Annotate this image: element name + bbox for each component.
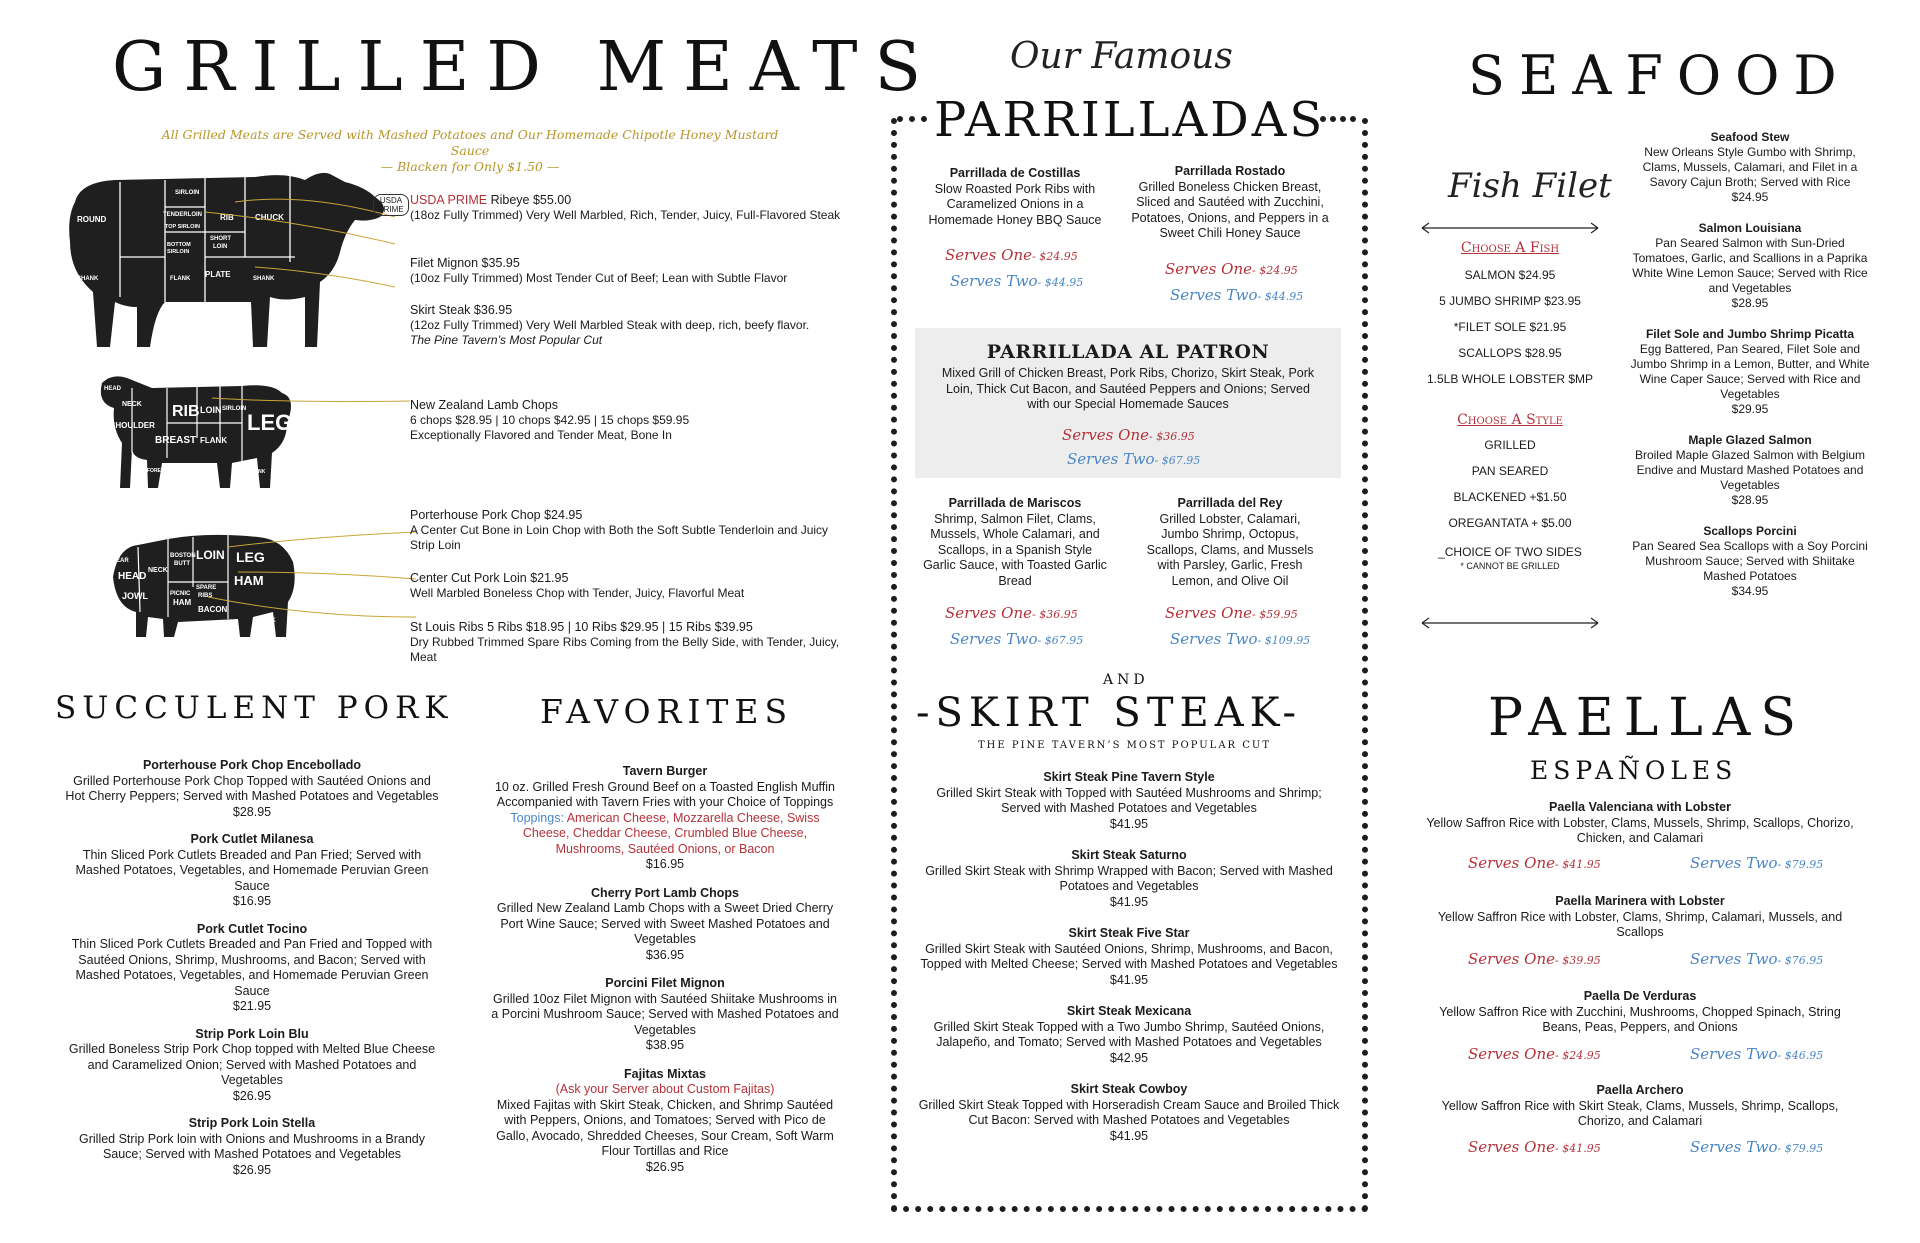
- skirt-item: [916, 848, 1342, 910]
- favorite-item-desc: Grilled New Zealand Lamb Chops with a Sweet Dried Cherry Port Wine Sauce; Served with Sweet Mashed Potatoes and Vegetables: [496, 901, 834, 946]
- svg-text:FLANK: FLANK: [170, 276, 191, 282]
- paella-serves-one: Serves One- $24.95: [1468, 1045, 1601, 1063]
- svg-text:SHOULDER: SHOULDER: [110, 421, 155, 430]
- meat-item-desc: Dry Rubbed Trimmed Spare Ribs Coming from the Belly Side, with Tender, Juicy, Meat: [410, 635, 840, 664]
- paella-item: [1420, 894, 1860, 941]
- cow-label: ROUND: [77, 215, 107, 224]
- pork-item: [62, 922, 442, 1015]
- seafood-item: [1630, 524, 1870, 599]
- pork-item-desc: Thin Sliced Pork Cutlets Breaded and Pan Fried; Served with Mashed Potatoes, Vegetables, and Homemade Peruvian Green Sauce: [75, 847, 429, 893]
- svg-text:BACON: BACON: [198, 605, 228, 614]
- and-label: AND: [1103, 672, 1149, 688]
- choose-style-heading: Choose A Style: [1457, 412, 1563, 428]
- parrillada-item-desc: Slow Roasted Pork Ribs with Caramelized Onions in a Homemade Honey BBQ Sauce: [928, 181, 1102, 227]
- pork-item-price: $28.95: [232, 804, 272, 819]
- seafood-item-name: Scallops Porcini: [1703, 524, 1797, 538]
- skirt-item-name: Skirt Steak Pine Tavern Style: [1043, 770, 1215, 784]
- svg-text:JOWL: JOWL: [122, 591, 148, 601]
- pork-item-name: Strip Pork Loin Blu: [195, 1026, 309, 1041]
- skirt-item-desc: Grilled Skirt Steak with Sautéed Onions, Shrimp, Mushrooms, and Bacon, Topped with Melted Cheese; Served with Mashed Potatoes and Vegetables: [920, 941, 1338, 971]
- grilled-meats-title: GRILLED MEATS: [112, 28, 939, 107]
- skirt-item: [916, 926, 1342, 988]
- svg-text:HIND SHANK: HIND SHANK: [234, 469, 266, 475]
- svg-text:RIBS: RIBS: [198, 593, 213, 599]
- svg-text:PICNIC: PICNIC: [170, 591, 191, 597]
- favorite-item-name: Porcini Filet Mignon: [605, 976, 725, 990]
- serves-one-mariscos: Serves One- $36.95: [945, 604, 1078, 622]
- meat-item-desc: Exceptionally Flavored and Tender Meat, Bone In: [410, 428, 672, 442]
- sides-note: _CHOICE OF TWO SIDES: [1438, 545, 1582, 559]
- parrillada-item-name: Parrillada de Mariscos: [948, 496, 1082, 510]
- seafood-item-name: Filet Sole and Jumbo Shrimp Picatta: [1645, 327, 1855, 341]
- usda-prime-label: USDA PRIME: [410, 193, 488, 207]
- seafood-item-desc: New Orleans Style Gumbo with Shrimp, Clams, Mussels, Calamari, and Filet in a Savory Cajun Broth; Served with Rice: [1642, 145, 1858, 189]
- double-arrow-top-icon: [1420, 222, 1600, 234]
- paella-item-desc: Yellow Saffron Rice with Skirt Steak, Clams, Mussels, Shrimp, Scallops, Chorizo, and Calamari: [1441, 1098, 1839, 1128]
- seafood-item-price: $34.95: [1731, 584, 1769, 598]
- paella-item-name: Paella Archero: [1596, 1083, 1684, 1097]
- skirt-item-name: Skirt Steak Saturno: [1071, 848, 1187, 862]
- svg-text:SIRLOIN: SIRLOIN: [222, 406, 247, 412]
- meat-item-ribs: [410, 620, 840, 665]
- skirt-item: [916, 1004, 1342, 1066]
- seafood-item-desc: Egg Battered, Pan Seared, Filet Sole and Jumbo Shrimp in a Lemon, Butter, and White Wine Caper Sauce; Served with Rice and Vegetables: [1630, 342, 1870, 401]
- serves-two-costillas: Serves Two- $44.95: [950, 272, 1084, 290]
- skirt-item: [916, 770, 1342, 832]
- svg-text:LOIN: LOIN: [196, 548, 225, 562]
- seafood-item-price: $24.95: [1731, 190, 1769, 204]
- fish-option: 5 JUMBO SHRIMP $23.95: [1439, 294, 1581, 308]
- fish-option: SCALLOPS $28.95: [1458, 346, 1562, 360]
- paella-item: [1420, 989, 1860, 1036]
- grilled-note-line1: All Grilled Meats are Served with Mashed Potatoes and Our Homemade Chipotle Honey Mustard Sauce: [161, 127, 779, 158]
- svg-text:CHUCK: CHUCK: [255, 213, 284, 222]
- parrillada-item-desc: Grilled Lobster, Calamari, Jumbo Shrimp, Octopus, Scallops, Clams, and Mussels with Parsley, Garlic, Fresh Lemon, and Olive Oil: [1146, 511, 1314, 588]
- favorite-item-price: $16.95: [645, 857, 685, 871]
- pork-item-price: $26.95: [232, 1088, 272, 1103]
- svg-text:BOSTON: BOSTON: [170, 553, 196, 559]
- grilled-note-line2: — Blacken for Only $1.50 —: [380, 159, 560, 174]
- meat-item-name: Ribeye $55.00: [487, 193, 572, 207]
- fish-panel: [1410, 240, 1610, 572]
- skirt-item-desc: Grilled Skirt Steak with Topped with Sautéed Mushrooms and Shrimp; Served with Mashed Potatoes and Vegetables: [936, 785, 1322, 815]
- favorite-item-price: $36.95: [645, 947, 685, 962]
- paella-serves-one: Serves One- $41.95: [1468, 1138, 1601, 1156]
- pork-item-price: $21.95: [232, 999, 272, 1013]
- meat-item-tag: The Pine Tavern’s Most Popular Cut: [410, 333, 603, 347]
- meat-item-desc: (18oz Fully Trimmed) Very Well Marbled, Rich, Tender, Juicy, Full-Flavored Steak: [410, 208, 841, 222]
- meat-item-name: Center Cut Pork Loin $21.95: [410, 571, 569, 585]
- paella-item-name: Paella Marinera with Lobster: [1555, 894, 1725, 908]
- seafood-item-desc: Pan Seared Sea Scallops with a Soy Porcini Mushroom Sauce; Served with Shiitake Mashed Potatoes: [1632, 539, 1868, 583]
- svg-text:TENDERLOIN: TENDERLOIN: [163, 212, 202, 218]
- favorite-item-fajitas: [490, 1067, 840, 1176]
- favorite-item-note: (Ask your Server about Custom Fajitas): [555, 1082, 775, 1096]
- seafood-item: [1630, 433, 1870, 508]
- style-option: OREGANTATA + $5.00: [1448, 516, 1572, 530]
- seafood-item-price: $29.95: [1731, 402, 1769, 416]
- double-arrow-bottom-icon: [1420, 617, 1600, 629]
- fish-filet-script: Fish Filet: [1448, 166, 1612, 206]
- meat-item-porterhouse: [410, 508, 840, 553]
- svg-text:EAR: EAR: [116, 558, 129, 564]
- skirt-item-desc: Grilled Skirt Steak Topped with Horseradish Cream Sauce and Broiled Thick Cut Bacon: Served with Mashed Potatoes and Vegetables: [918, 1097, 1340, 1127]
- pork-item: [62, 1027, 442, 1105]
- parrillada-item-rostado: [1130, 164, 1330, 242]
- favorite-item-desc: 10 oz. Grilled Fresh Ground Beef on a Toasted English Muffin Accompanied with Tavern Fries with your Choice of Toppings: [494, 779, 835, 809]
- skirt-item-price: $41.95: [1109, 816, 1149, 831]
- skirt-list: [916, 770, 1342, 1144]
- skirt-item-desc: Grilled Skirt Steak Topped with a Two Jumbo Shrimp, Sautéed Onions, Jalapeño, and Tomato; Served with Mashed Potatoes and Vegetables: [933, 1019, 1325, 1049]
- meat-item-desc: (10oz Fully Trimmed) Most Tender Cut of Beef; Lean with Subtle Flavor: [410, 271, 788, 285]
- pork-list: [62, 758, 442, 1178]
- skirt-item-name: Skirt Steak Five Star: [1068, 926, 1190, 940]
- lamb-butcher-diagram: [92, 368, 412, 493]
- parrillada-item-patron: [940, 340, 1316, 413]
- svg-text:LOIN: LOIN: [213, 244, 228, 250]
- pork-item: [62, 832, 442, 910]
- pork-item-name: Porterhouse Pork Chop Encebollado: [142, 758, 362, 772]
- favorite-item-name: Fajitas Mixtas: [624, 1066, 706, 1081]
- fish-option: SALMON $24.95: [1464, 268, 1556, 282]
- svg-text:HAM: HAM: [234, 573, 264, 588]
- meat-item-desc: (12oz Fully Trimmed) Very Well Marbled Steak with deep, rich, beefy flavor.: [410, 318, 810, 332]
- svg-text:BREAST: BREAST: [155, 435, 197, 446]
- skirt-item-price: $41.95: [1109, 972, 1149, 987]
- seafood-list: [1630, 130, 1870, 599]
- svg-text:HOCK: HOCK: [258, 618, 276, 624]
- paella-item: [1420, 1083, 1860, 1130]
- style-option: BLACKENED +$1.50: [1453, 490, 1567, 504]
- svg-text:SHANK: SHANK: [77, 276, 99, 282]
- serves-two-rostado: Serves Two- $44.95: [1170, 286, 1304, 304]
- favorite-item-desc: Mixed Fajitas with Skirt Steak, Chicken, and Shrimp Sautéed with Peppers, Onions, and Tomatoes; Served with Pico de Gallo, Avocado, Shredded Cheeses, Sour Cream, Soft Warm Flour Tortillas and Rice: [496, 1097, 834, 1158]
- fish-option: 1.5LB WHOLE LOBSTER $MP: [1426, 372, 1594, 386]
- favorites-list: [490, 764, 840, 1175]
- serves-one-rostado: Serves One- $24.95: [1165, 260, 1298, 278]
- meat-item-name: New Zealand Lamb Chops: [410, 398, 558, 412]
- pork-item-desc: Grilled Boneless Strip Pork Chop topped with Melted Blue Cheese and Caramelized Onion; Served with Mashed Potatoes and Vegetables: [68, 1042, 436, 1087]
- meat-item-filet: [410, 256, 850, 286]
- favorite-item-name: Cherry Port Lamb Chops: [591, 885, 739, 900]
- usda-badge-text: USDA PRIME: [378, 196, 404, 214]
- choose-fish-heading: Choose A Fish: [1460, 240, 1560, 256]
- pork-item-name: Strip Pork Loin Stella: [188, 1116, 316, 1130]
- skirt-item-name: Skirt Steak Cowboy: [1070, 1082, 1188, 1096]
- paella-serves-two: Serves Two- $79.95: [1690, 1138, 1824, 1156]
- seafood-item-name: Salmon Louisiana: [1698, 221, 1802, 235]
- svg-text:SIRLOIN: SIRLOIN: [167, 249, 190, 255]
- meat-item-desc: Well Marbled Boneless Chop with Tender, Juicy, Flavorful Meat: [410, 586, 745, 600]
- pork-item-price: $16.95: [232, 894, 272, 908]
- toppings-label: Toppings:: [510, 810, 564, 825]
- skirt-steak-title: -SKIRT STEAK-: [916, 690, 1303, 736]
- paella-serves-two: Serves Two- $46.95: [1690, 1045, 1824, 1063]
- patron-name: PARRILLADA AL PATRON: [986, 341, 1270, 363]
- favorites-title: FAVORITES: [540, 692, 794, 731]
- seafood-item: [1630, 327, 1870, 417]
- pork-item: [62, 758, 442, 820]
- paella-item: [1420, 800, 1860, 847]
- svg-text:TOP SIRLOIN: TOP SIRLOIN: [165, 224, 200, 230]
- style-option: PAN SEARED: [1471, 464, 1549, 478]
- serves-one-costillas: Serves One- $24.95: [945, 246, 1078, 264]
- svg-text:HAM: HAM: [173, 598, 192, 607]
- pork-item-name: Pork Cutlet Milanesa: [190, 832, 314, 846]
- meat-item-name: Filet Mignon $35.95: [410, 256, 520, 270]
- svg-text:PLATE: PLATE: [205, 270, 231, 279]
- favorite-item-name: Tavern Burger: [622, 764, 708, 778]
- svg-text:SIRLOIN: SIRLOIN: [175, 190, 200, 196]
- svg-text:RIB: RIB: [220, 213, 234, 222]
- favorite-item-desc: Grilled 10oz Filet Mignon with Sautéed Shiitake Mushrooms in a Porcini Mushroom Sauce; Served with Mashed Potatoes and Vegetables: [491, 991, 839, 1037]
- parrillada-item-costillas: [915, 166, 1115, 228]
- serves-one-patron: Serves One- $36.95: [1062, 426, 1195, 444]
- parrillada-item-rey: [1140, 496, 1320, 589]
- skirt-item-price: $41.95: [1109, 894, 1149, 909]
- svg-text:HEAD: HEAD: [104, 386, 122, 392]
- parrillada-item-mariscos: [920, 496, 1110, 589]
- skirt-item-price: $41.95: [1109, 1128, 1149, 1143]
- svg-text:HEAD: HEAD: [118, 571, 147, 582]
- meat-item-name: Porterhouse Pork Chop $24.95: [410, 508, 583, 522]
- meat-item-lamb: [410, 398, 850, 443]
- favorite-item-burger: [490, 764, 840, 873]
- svg-text:LOIN: LOIN: [200, 405, 222, 415]
- pork-item-desc: Grilled Strip Pork loin with Onions and Mushrooms in a Brandy Sauce; Served with Mashed Potatoes and Vegetables: [79, 1131, 425, 1161]
- seafood-item-desc: Pan Seared Salmon with Sun-Dried Tomatoes, Garlic, and Scallions in a Paprika White Wine Lemon Sauce; Served with Rice and Vegetables: [1632, 236, 1868, 295]
- pig-butcher-diagram: [108, 527, 418, 647]
- serves-two-rey: Serves Two- $109.95: [1170, 630, 1311, 648]
- meat-item-name: St Louis Ribs 5 Ribs $18.95 | 10 Ribs $29.95 | 15 Ribs $39.95: [410, 620, 753, 634]
- succulent-pork-title: SUCCULENT PORK: [55, 690, 454, 726]
- skirt-item-price: $42.95: [1109, 1050, 1149, 1065]
- skirt-item: [916, 1082, 1342, 1144]
- svg-text:NECK: NECK: [148, 567, 168, 574]
- meat-item-ribeye: [410, 193, 850, 223]
- paella-serves-one: Serves One- $39.95: [1468, 950, 1601, 968]
- svg-text:LEG: LEG: [236, 549, 265, 565]
- pork-item-name: Pork Cutlet Tocino: [196, 921, 308, 936]
- svg-text:SHORT: SHORT: [210, 236, 231, 242]
- parrillada-item-desc: Grilled Boneless Chicken Breast, Sliced and Sautéed with Zucchini, Potatoes, Onions, and Peppers in a Sweet Chili Honey Sauce: [1131, 179, 1329, 240]
- paella-item-name: Paella De Verduras: [1583, 989, 1697, 1003]
- paella-item-desc: Yellow Saffron Rice with Lobster, Clams, Mussels, Shrimp, Scallops, Chorizo, Chicken, and Calamari: [1426, 815, 1854, 845]
- style-option: GRILLED: [1484, 438, 1536, 452]
- cow-silhouette: [69, 173, 384, 347]
- seafood-item-name: Maple Glazed Salmon: [1688, 433, 1812, 447]
- our-famous-script: Our Famous: [1010, 36, 1233, 77]
- meat-item-pork-loin: [410, 571, 840, 601]
- cannot-grill-note: * CANNOT BE GRILLED: [1460, 561, 1560, 571]
- svg-text:LEG: LEG: [247, 410, 293, 435]
- meat-item-skirt: [410, 303, 850, 348]
- favorite-item: [490, 886, 840, 964]
- svg-text:SHANK: SHANK: [253, 276, 275, 282]
- seafood-item-desc: Broiled Maple Glazed Salmon with Belgium Endive and Mustard Mashed Potatoes and Vegetables: [1634, 448, 1866, 492]
- svg-text:BUTT: BUTT: [174, 561, 190, 567]
- patron-desc: Mixed Grill of Chicken Breast, Pork Ribs, Chorizo, Skirt Steak, Pork Loin, Thick Cut Bacon, and Sautéed Peppers and Onions; Served with our Special Homemade Sauces: [941, 366, 1315, 411]
- seafood-title: SEAFOOD: [1468, 44, 1851, 107]
- paella-item-desc: Yellow Saffron Rice with Zucchini, Mushrooms, Chopped Spinach, String Beans, Peas, Peppers, and Onions: [1439, 1004, 1841, 1034]
- pork-item-desc: Grilled Porterhouse Pork Chop Topped with Sautéed Onions and Hot Cherry Peppers; Served with Mashed Potatoes and Vegetables: [65, 773, 439, 803]
- meat-item-desc: A Center Cut Bone in Loin Chop with Both the Soft Subtle Tenderloin and Juicy Strip Loin: [410, 523, 829, 552]
- paella-serves-two: Serves Two- $79.95: [1690, 854, 1824, 872]
- favorite-item-price: $38.95: [645, 1038, 685, 1052]
- meat-item-prices: 6 chops $28.95 | 10 chops $42.95 | 15 chops $59.95: [410, 413, 690, 427]
- paellas-subtitle: ESPAÑOLES: [1530, 756, 1738, 785]
- pork-item: [62, 1116, 442, 1178]
- svg-text:SPARE: SPARE: [196, 585, 217, 591]
- parrillada-item-name: Parrillada Rostado: [1174, 164, 1286, 178]
- seafood-item-price: $28.95: [1731, 296, 1769, 310]
- serves-two-patron: Serves Two- $67.95: [1067, 450, 1201, 468]
- parrillada-item-name: Parrillada del Rey: [1177, 496, 1283, 510]
- parrillada-item-name: Parrillada de Costillas: [949, 166, 1081, 180]
- paellas-title: PAELLAS: [1488, 688, 1806, 748]
- favorite-item-price: $26.95: [645, 1159, 685, 1174]
- parrillada-item-desc: Shrimp, Salmon Filet, Clams, Mussels, Whole Calamari, and Scallops, in a Spanish Style Garlic Sauce, with Toasted Garlic Bread: [923, 511, 1107, 588]
- svg-text:RIB: RIB: [172, 403, 200, 420]
- seafood-item-name: Seafood Stew: [1710, 130, 1790, 144]
- skirt-steak-subtitle: THE PINE TAVERN’S MOST POPULAR CUT: [978, 740, 1271, 751]
- frame-top-left-dots: [897, 116, 927, 122]
- favorite-item: [490, 976, 840, 1054]
- paella-serves-one: Serves One- $41.95: [1468, 854, 1601, 872]
- paella-serves-two: Serves Two- $76.95: [1690, 950, 1824, 968]
- toppings-list: American Cheese, Mozzarella Cheese, Swiss Cheese, Cheddar Cheese, Crumbled Blue Cheese, Mushrooms, Sautéed Onions, or Bacon: [522, 810, 820, 856]
- usda-badge: [373, 194, 409, 216]
- parrilladas-title: PARRILLADAS: [934, 92, 1326, 148]
- svg-text:NECK: NECK: [122, 401, 142, 408]
- serves-two-mariscos: Serves Two- $67.95: [950, 630, 1084, 648]
- skirt-item-desc: Grilled Skirt Steak with Shrimp Wrapped with Bacon; Served with Mashed Potatoes and Vegetables: [925, 863, 1333, 893]
- svg-text:FORE SHANK: FORE SHANK: [147, 468, 181, 474]
- svg-text:FLANK: FLANK: [200, 436, 228, 445]
- pork-item-price: $26.95: [232, 1162, 272, 1177]
- cow-butcher-diagram: [55, 162, 395, 357]
- seafood-item: [1630, 221, 1870, 311]
- meat-item-name: Skirt Steak $36.95: [410, 303, 513, 317]
- seafood-item-price: $28.95: [1731, 493, 1769, 507]
- skirt-item-name: Skirt Steak Mexicana: [1066, 1004, 1192, 1018]
- pork-item-desc: Thin Sliced Pork Cutlets Breaded and Pan Fried and Topped with Sautéed Onions, Shrimp, Mushrooms, and Bacon; Served with Mashed Potatoes, Vegetables, and Homemade Peruvian Green Sauce: [71, 937, 433, 998]
- svg-text:BOTTOM: BOTTOM: [167, 242, 191, 248]
- seafood-item: [1630, 130, 1870, 205]
- serves-one-rey: Serves One- $59.95: [1165, 604, 1298, 622]
- paella-item-name: Paella Valenciana with Lobster: [1548, 800, 1731, 814]
- frame-top-right-dots: [1320, 116, 1356, 122]
- fish-option: *FILET SOLE $21.95: [1453, 320, 1567, 334]
- paella-item-desc: Yellow Saffron Rice with Lobster, Clams, Shrimp, Calamari, Mussels, and Scallops: [1437, 909, 1843, 939]
